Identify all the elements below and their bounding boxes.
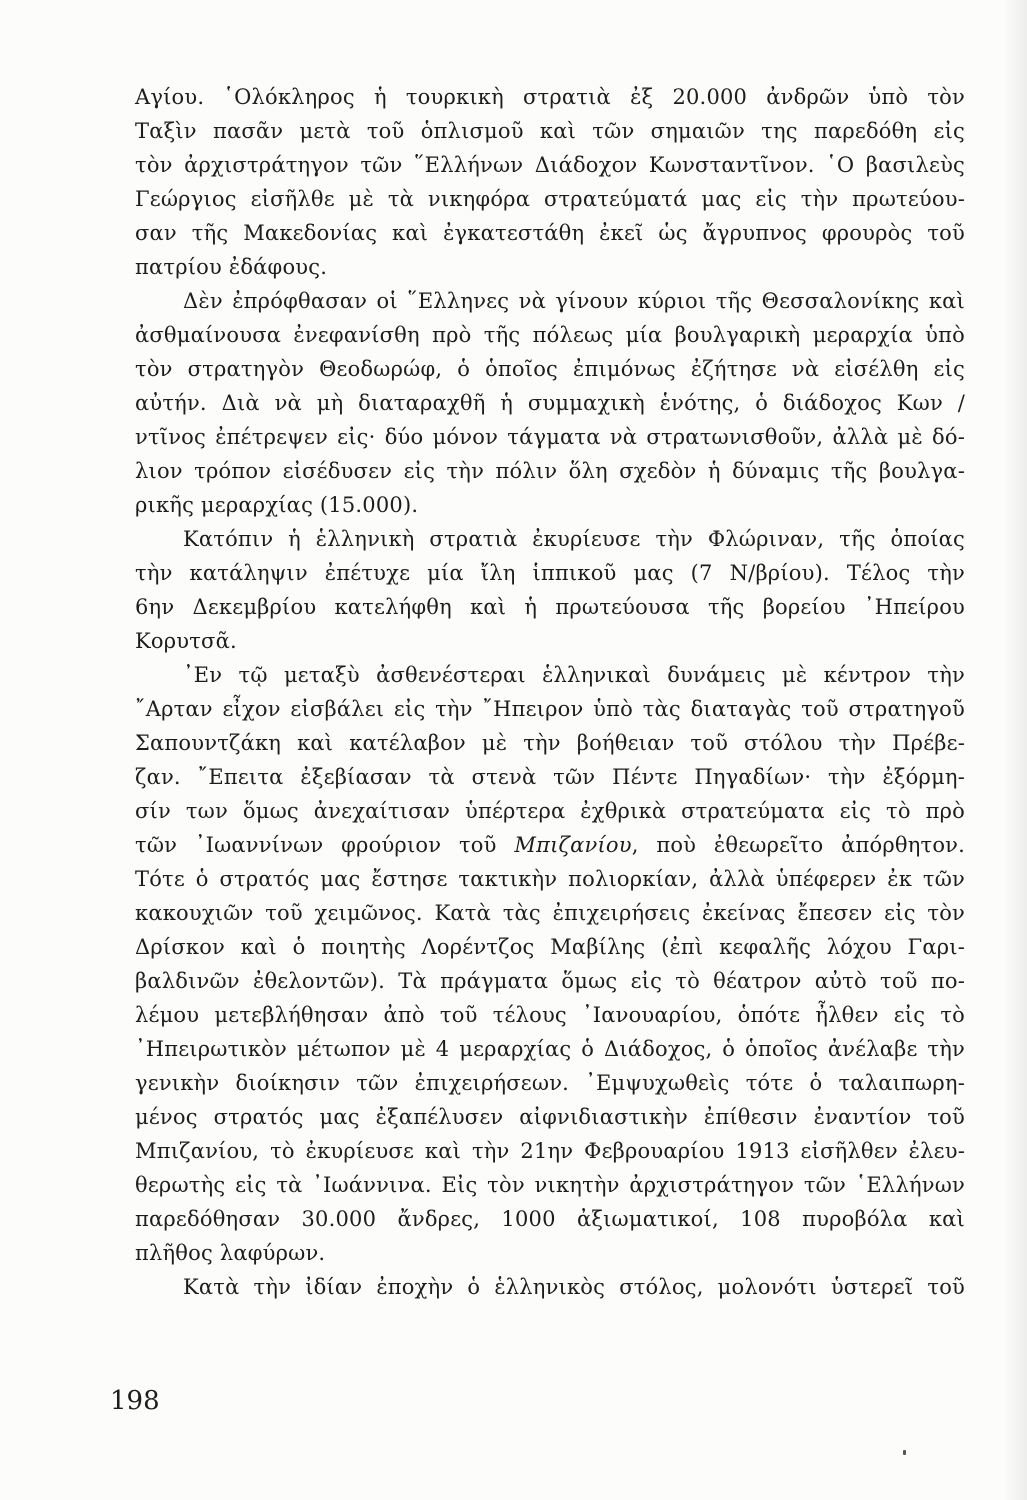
text-line: παρεδόθησαν 30.000 ἄνδρες, 1000 ἀξιωματικοί, 108 πυροβόλα καὶ bbox=[135, 1207, 965, 1231]
text-line: θερωτὴς εἰς τὰ ᾿Ιωάννινα. Εἰς τὸν νικητὴν ἀρχιστράτηγον τῶν ῾Ελλήνων bbox=[135, 1173, 965, 1197]
text-line: κακουχιῶν τοῦ χειμῶνος. Κατὰ τὰς ἐπιχειρήσεις ἐκείνας ἔπεσεν εἰς τὸν bbox=[135, 901, 965, 925]
text-line: ζαν. ῎Επειτα ἐξεβίασαν τὰ στενὰ τῶν Πέντε Πηγαδίων· τὴν ἐξόρμη- bbox=[135, 765, 965, 789]
text-line bbox=[135, 828, 965, 862]
text-line: βαλδινῶν ἐθελοντῶν). Τὰ πράγματα ὅμως εἰς τὸ θέατρον αὐτὸ τοῦ πο- bbox=[135, 969, 965, 993]
text-line: Δρίσκον καὶ ὁ ποιητὴς Λορέντζος Μαβίλης (ἐπὶ κεφαλῆς λόχου Γαρι- bbox=[135, 935, 965, 959]
text-line: Κατὰ τὴν ἰδίαν ἐποχὴν ὁ ἑλληνικὸς στόλος, μολονότι ὑστερεῖ τοῦ bbox=[183, 1275, 965, 1299]
text-line: ρικῆς μεραρχίας (15.000). bbox=[135, 493, 419, 517]
text-line: Αγίου. ῾Ολόκληρος ἡ τουρκικὴ στρατιὰ ἐξ 20.000 ἀνδρῶν ὑπὸ τὸν bbox=[135, 85, 965, 109]
text-segment: τῶν ᾿Ιωαννίνων φρούριον τοῦ bbox=[135, 833, 515, 857]
text-line: 6ην Δεκεμβρίου κατελήφθη καὶ ἡ πρωτεύουσα τῆς βορείου ᾿Ηπείρου bbox=[135, 595, 965, 619]
text-line: Σαπουντζάκη καὶ κατέλαβον μὲ τὴν βοήθειαν τοῦ στόλου τὴν Πρέβε- bbox=[135, 731, 965, 755]
text-line: τὸν ἀρχιστράτηγον τῶν ῞Ελλήνων Διάδοχον Κωνσταντῖνον. ῾Ο βασιλεὺς bbox=[135, 153, 965, 177]
text-line: Τότε ὁ στρατός μας ἔστησε τακτικὴν πολιορκίαν, ἀλλὰ ὑπέφερεν ἐκ τῶν bbox=[135, 867, 965, 891]
body-text bbox=[135, 80, 965, 1304]
text-line: Γεώργιος εἰσῆλθε μὲ τὰ νικηφόρα στρατεύματά μας εἰς τὴν πρωτεύου- bbox=[135, 187, 965, 211]
text-line: ᾿Εν τῷ μεταξὺ ἀσθενέστεραι ἑλληνικαὶ δυνάμεις μὲ κέντρον τὴν bbox=[183, 663, 965, 687]
text-line: Κατόπιν ἡ ἑλληνικὴ στρατιὰ ἐκυρίευσε τὴν Φλώριναν, τῆς ὁποίας bbox=[183, 527, 965, 551]
text-line: τὴν κατάληψιν ἐπέτυχε μία ἴλη ἱππικοῦ μας (7 Ν/βρίου). Τέλος τὴν bbox=[135, 561, 965, 585]
text-line: τὸν στρατηγὸν Θεοδωρώφ, ὁ ὁποῖος ἐπιμόνως ἐζήτησε νὰ εἰσέλθη εἰς bbox=[135, 357, 965, 381]
text-line: Δὲν ἐπρόφθασαν οἱ ῞Ελληνες νὰ γίνουν κύριοι τῆς Θεσσαλονίκης καὶ bbox=[183, 289, 965, 313]
text-line: Μπιζανίου, τὸ ἐκυρίευσε καὶ τὴν 21ην Φεβρουαρίου 1913 εἰσῆλθεν ἐλευ- bbox=[135, 1139, 965, 1163]
text-line: ῎Αρταν εἶχον εἰσβάλει εἰς τὴν ῎Ηπειρον ὑπὸ τὰς διαταγὰς τοῦ στρατηγοῦ bbox=[135, 697, 965, 721]
text-segment: , ποὺ ἐθεωρεῖτο ἀπόρθητον. bbox=[631, 833, 965, 857]
text-line: Κορυτσᾶ. bbox=[135, 629, 237, 653]
text-line: πατρίου ἐδάφους. bbox=[135, 255, 328, 279]
text-line: λιον τρόπον εἰσέδυσεν εἰς τὴν πόλιν ὅλη σχεδὸν ἡ δύναμις τῆς βουλγα- bbox=[135, 459, 965, 483]
text-line: ἀσθμαίνουσα ἐνεφανίσθη πρὸ τῆς πόλεως μία βουλγαρικὴ μεραρχία ὑπὸ bbox=[135, 323, 965, 347]
text-line: ντῖνος ἐπέτρεψεν εἰς· δύο μόνον τάγματα νὰ στρατωνισθοῦν, ἀλλὰ μὲ δό- bbox=[135, 425, 965, 449]
print-speck bbox=[903, 1450, 906, 1455]
text-line: σίν των ὅμως ἀνεχαίτισαν ὑπέρτερα ἐχθρικὰ στρατεύματα εἰς τὸ πρὸ bbox=[135, 799, 965, 823]
text-line: σαν τῆς Μακεδονίας καὶ ἐγκατεστάθη ἐκεῖ ὡς ἄγρυπνος φρουρὸς τοῦ bbox=[135, 221, 965, 245]
page-number: 198 bbox=[110, 1386, 160, 1416]
text-line: Ταξὶν πασᾶν μετὰ τοῦ ὁπλισμοῦ καὶ τῶν σημαιῶν της παρεδόθη εἰς bbox=[135, 119, 965, 143]
text-line: αὐτήν. Διὰ νὰ μὴ διαταραχθῆ ἡ συμμαχικὴ ἑνότης, ὁ διάδοχος Κων / bbox=[135, 391, 965, 415]
text-line: πλῆθος λαφύρων. bbox=[135, 1241, 326, 1265]
text-line: ᾿Ηπειρωτικὸν μέτωπον μὲ 4 μεραρχίας ὁ Διάδοχος, ὁ ὁποῖος ἀνέλαβε τὴν bbox=[135, 1037, 965, 1061]
text-line: μένος στρατός μας ἐξαπέλυσεν αἰφνιδιαστικὴν ἐπίθεσιν ἐναντίον τοῦ bbox=[135, 1105, 965, 1129]
text-line: γενικὴν διοίκησιν τῶν ἐπιχειρήσεων. ᾿Εμψυχωθεὶς τότε ὁ ταλαιπωρη- bbox=[135, 1071, 965, 1095]
text-line: λέμου μετεβλήθησαν ἀπὸ τοῦ τέλους ᾿Ιανουαρίου, ὁπότε ἦλθεν εἰς τὸ bbox=[135, 1003, 965, 1027]
italic-place-name: Μπιζανίου bbox=[514, 833, 632, 857]
